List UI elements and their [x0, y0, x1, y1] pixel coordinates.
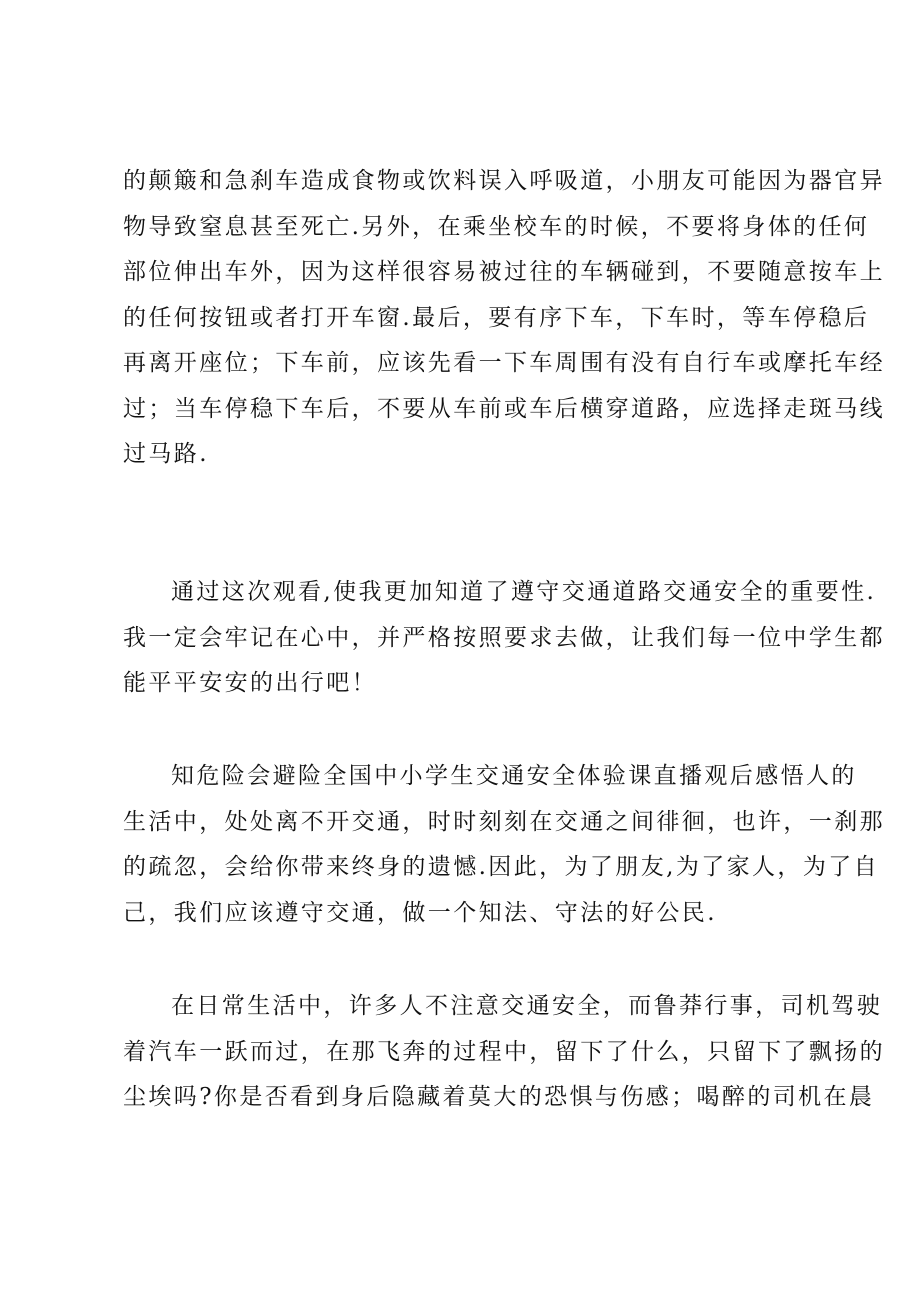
- text-line: 能平平安安的出行吧！: [123, 670, 377, 696]
- text-line: 着汽车一跃而过，在那飞奔的过程中，留下了什么，只留下了飘扬的: [123, 1038, 885, 1065]
- text-line: 过；当车停稳下车后，不要从车前或车后横穿道路，应选择走斑马线: [123, 395, 885, 422]
- text-line: 己，我们应该遵守交通，做一个知法、守法的好公民.: [123, 899, 717, 926]
- paragraph-3: [123, 754, 885, 936]
- text-line: 我一定会牢记在心中，并严格按照要求去做，让我们每一位中学生都: [123, 624, 885, 651]
- text-line: 尘埃吗?你是否看到身后隐藏着莫大的恐惧与伤感；喝醉的司机在晨: [123, 1084, 875, 1110]
- text-line: 知危险会避险全国中小学生交通安全体验课直播观后感悟人的: [171, 763, 857, 789]
- text-line: 生活中，处处离不开交通，时时刻刻在交通之间徘徊，也许，一刹那: [123, 808, 885, 835]
- paragraph-4: [123, 984, 885, 1121]
- text-line: 再离开座位；下车前，应该先看一下车周围有没有自行车或摩托车经: [123, 350, 885, 376]
- paragraph-1: [123, 159, 885, 478]
- text-line: 的疏忽，会给你带来终身的遗憾.因此，为了朋友,为了家人，为了自: [123, 854, 880, 880]
- text-line: 部位伸出车外，因为这样很容易被过往的车辆碰到，不要随意按车上: [123, 259, 885, 285]
- text-line: 的颠簸和急刹车造成食物或饮料误入呼吸道，小朋友可能因为器官异: [123, 168, 885, 194]
- text-line: 物导致窒息甚至死亡.另外，在乘坐校车的时候，不要将身体的任何: [123, 213, 870, 240]
- text-line: 通过这次观看,使我更加知道了遵守交通道路交通安全的重要性.: [171, 579, 877, 605]
- paragraph-2: [123, 570, 885, 707]
- text-line: 的任何按钮或者打开车窗.最后，要有序下车，下车时，等车停稳后: [123, 304, 870, 331]
- text-line: 过马路.: [123, 441, 209, 467]
- text-line: 在日常生活中，许多人不注意交通安全，而鲁莽行事，司机驾驶: [171, 993, 883, 1019]
